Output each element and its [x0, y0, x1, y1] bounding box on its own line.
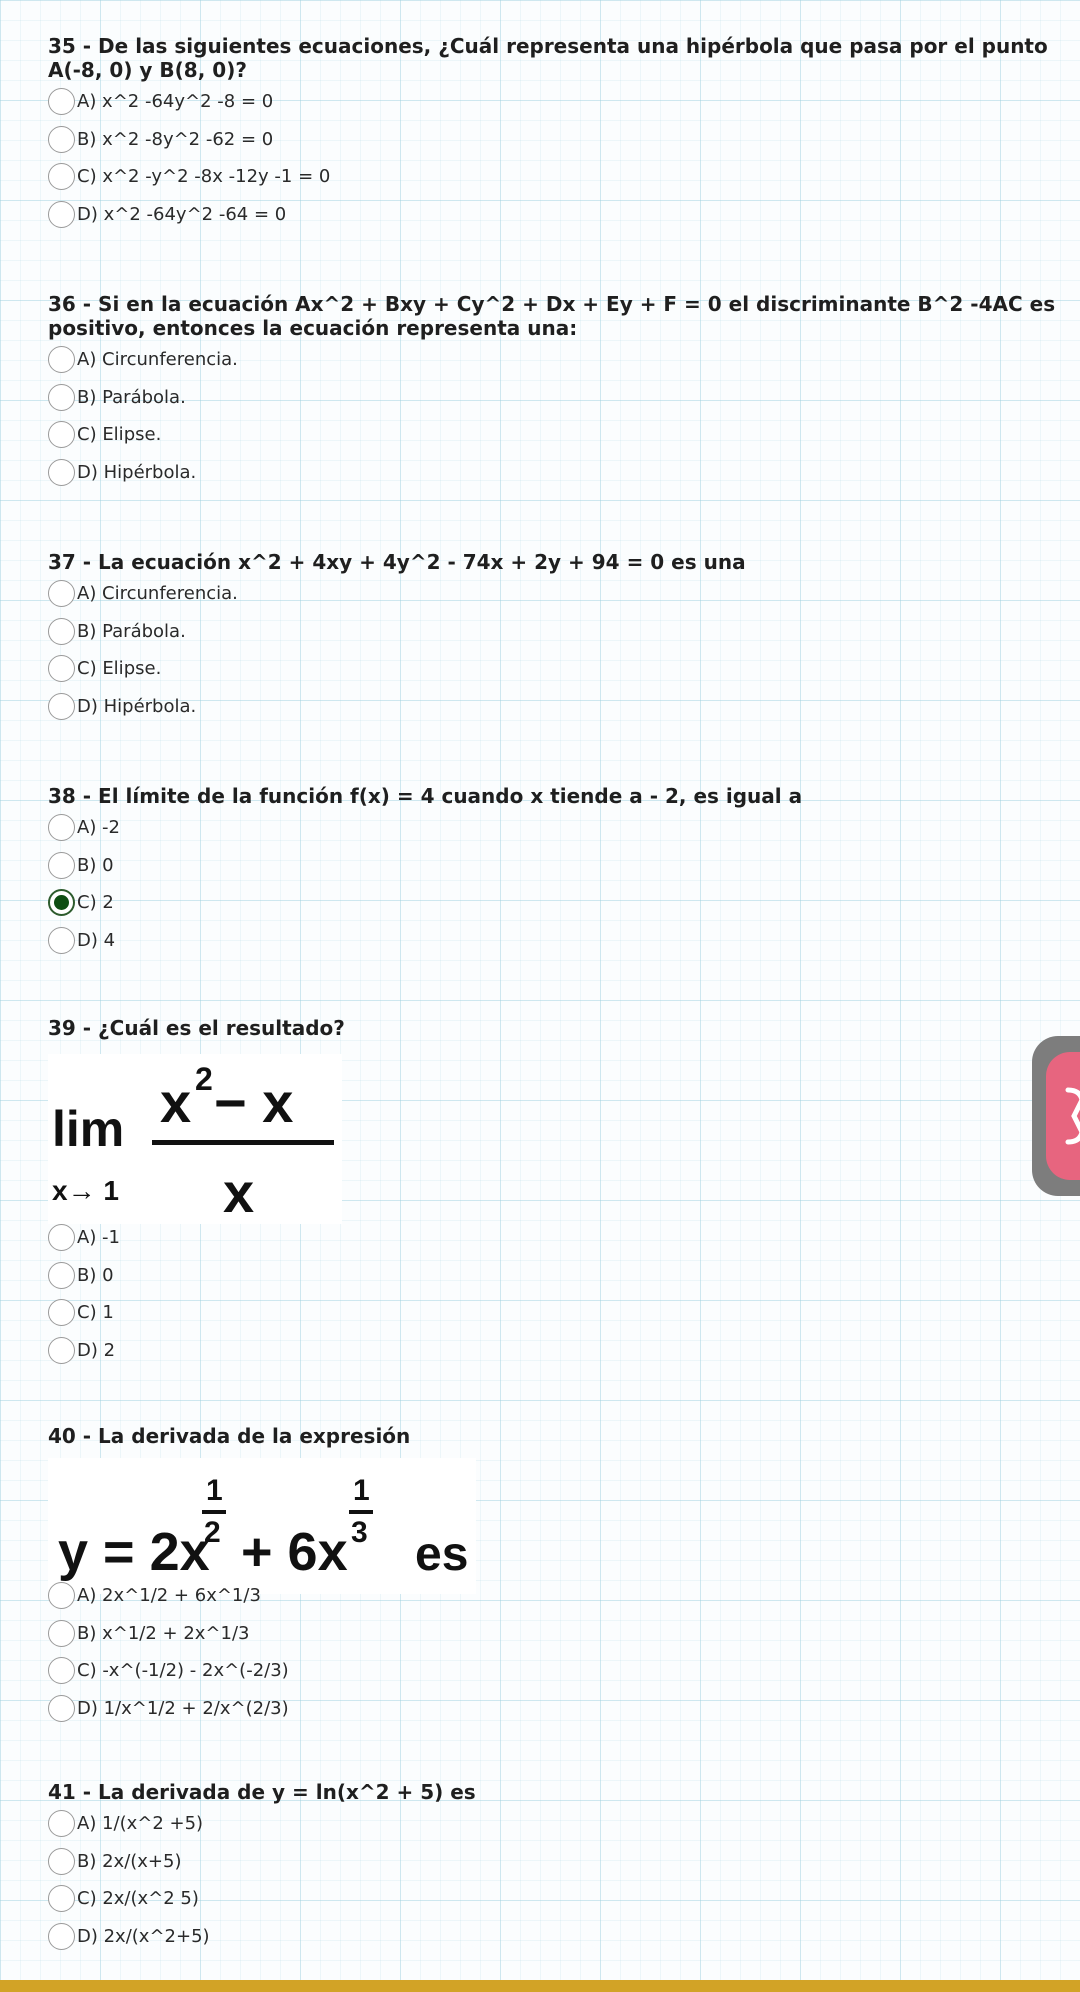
radio-button[interactable] — [48, 201, 75, 228]
option-label: C) x^2 -y^2 -8x -12y -1 = 0 — [77, 166, 331, 188]
question-39 — [48, 1016, 1058, 1361]
exponent2-num-text: 1 — [353, 1474, 370, 1507]
question-41 — [48, 1780, 1058, 1955]
radio-button[interactable] — [48, 346, 75, 373]
option-label: C) 2 — [77, 892, 114, 914]
limit-formula-image — [48, 1054, 342, 1224]
numerator-rest-text: − x — [214, 1071, 294, 1134]
exponent1-num-text: 1 — [206, 1474, 223, 1507]
radio-button[interactable] — [48, 1262, 75, 1289]
option-c[interactable] — [48, 1294, 120, 1332]
floating-side-button[interactable] — [1032, 1036, 1080, 1196]
radio-button[interactable] — [48, 655, 75, 682]
option-a[interactable] — [48, 809, 1058, 847]
numerator-exponent-text: 2 — [195, 1061, 213, 1097]
formula-mid-text: + 6x — [241, 1522, 348, 1582]
option-label: A) Circunferencia. — [77, 349, 238, 371]
radio-button[interactable] — [48, 1582, 75, 1609]
options-list — [48, 1577, 289, 1727]
radio-button[interactable] — [48, 1224, 75, 1251]
question-35 — [48, 34, 1058, 233]
option-d[interactable] — [48, 1690, 289, 1728]
option-label: C) 2x/(x^2 5) — [77, 1888, 199, 1910]
hourglass-icon — [1046, 1052, 1080, 1180]
radio-button[interactable] — [48, 1848, 75, 1875]
formula-lhs-text: y = 2x — [58, 1522, 210, 1582]
limit-subscript-text: x→ 1 — [52, 1175, 119, 1206]
exponent2-bar — [349, 1510, 373, 1514]
option-a[interactable] — [48, 83, 1058, 121]
question-title: 38 - El límite de la función f(x) = 4 cuando x tiende a - 2, es igual a — [48, 784, 803, 808]
option-label: D) 2x/(x^2+5) — [77, 1925, 210, 1947]
fraction-bar — [152, 1140, 334, 1145]
option-c[interactable] — [48, 1880, 1058, 1918]
radio-button[interactable] — [48, 1337, 75, 1364]
option-a[interactable] — [48, 575, 1058, 613]
question-title: 37 - La ecuación x^2 + 4xy + 4y^2 - 74x + 2y + 94 = 0 es una — [48, 550, 746, 574]
option-label: D) 4 — [77, 929, 116, 951]
numerator-x-text: x — [160, 1071, 192, 1134]
option-label: B) x^2 -8y^2 -62 = 0 — [77, 128, 274, 150]
limit-lim-text: lim — [52, 1101, 125, 1157]
option-label: A) 2x^1/2 + 6x^1/3 — [77, 1585, 261, 1607]
option-label: C) Elipse. — [77, 424, 162, 446]
option-label: D) 1/x^1/2 + 2/x^(2/3) — [77, 1697, 289, 1719]
question-title: 41 - La derivada de y = ln(x^2 + 5) es — [48, 1780, 476, 1804]
radio-button[interactable] — [48, 1299, 75, 1326]
option-c[interactable] — [48, 416, 1058, 454]
radio-button-selected[interactable] — [48, 889, 75, 916]
radio-button[interactable] — [48, 580, 75, 607]
radio-button[interactable] — [48, 459, 75, 486]
formula-tail-text: es — [415, 1528, 469, 1581]
options-list — [48, 1805, 1058, 1955]
option-label: A) 1/(x^2 +5) — [77, 1813, 204, 1835]
options-list — [48, 83, 1058, 233]
derivative-formula-image — [48, 1458, 476, 1594]
option-label: A) -2 — [77, 817, 121, 839]
radio-button[interactable] — [48, 1885, 75, 1912]
option-b[interactable] — [48, 1843, 1058, 1881]
option-label: B) x^1/2 + 2x^1/3 — [77, 1622, 250, 1644]
option-label: D) x^2 -64y^2 -64 = 0 — [77, 203, 287, 225]
question-38 — [48, 784, 1058, 959]
radio-button[interactable] — [48, 421, 75, 448]
radio-button[interactable] — [48, 693, 75, 720]
option-a[interactable] — [48, 341, 1058, 379]
exponent2-den-text: 3 — [351, 1516, 368, 1549]
radio-button[interactable] — [48, 1923, 75, 1950]
option-d[interactable] — [48, 196, 1058, 234]
option-d[interactable] — [48, 1918, 1058, 1956]
options-list — [48, 1219, 120, 1369]
option-label: B) 0 — [77, 854, 114, 876]
option-a[interactable] — [48, 1219, 120, 1257]
option-label: C) Elipse. — [77, 658, 162, 680]
option-d[interactable] — [48, 922, 1058, 960]
option-label: B) Parábola. — [77, 620, 186, 642]
side-button-inner[interactable] — [1046, 1052, 1080, 1180]
option-b[interactable] — [48, 613, 1058, 651]
option-label: C) -x^(-1/2) - 2x^(-2/3) — [77, 1660, 289, 1682]
option-c[interactable] — [48, 158, 1058, 196]
option-b[interactable] — [48, 1257, 120, 1295]
exponent1-bar — [202, 1510, 226, 1514]
option-d[interactable] — [48, 454, 1058, 492]
radio-button[interactable] — [48, 1620, 75, 1647]
option-label: D) Hipérbola. — [77, 695, 197, 717]
option-a[interactable] — [48, 1577, 289, 1615]
radio-button[interactable] — [48, 384, 75, 411]
denominator-text: x — [223, 1161, 255, 1224]
option-b[interactable] — [48, 379, 1058, 417]
options-list — [48, 809, 1058, 959]
option-c[interactable] — [48, 650, 1058, 688]
radio-button[interactable] — [48, 927, 75, 954]
question-title: 40 - La derivada de la expresión — [48, 1424, 411, 1448]
radio-button[interactable] — [48, 1695, 75, 1722]
exponent1-den-text: 2 — [204, 1516, 221, 1549]
option-label: D) Hipérbola. — [77, 461, 197, 483]
option-label: C) 1 — [77, 1302, 114, 1324]
radio-button[interactable] — [48, 852, 75, 879]
option-c[interactable] — [48, 1652, 289, 1690]
option-label: B) 2x/(x+5) — [77, 1850, 182, 1872]
radio-button[interactable] — [48, 163, 75, 190]
option-b[interactable] — [48, 121, 1058, 159]
options-list — [48, 575, 1058, 725]
question-40 — [48, 1424, 1058, 1719]
radio-button[interactable] — [48, 618, 75, 645]
option-c-selected[interactable] — [48, 884, 1058, 922]
option-label: A) Circunferencia. — [77, 583, 238, 605]
option-a[interactable] — [48, 1805, 1058, 1843]
question-title: 39 - ¿Cuál es el resultado? — [48, 1016, 345, 1040]
option-b[interactable] — [48, 1615, 289, 1653]
radio-button[interactable] — [48, 1657, 75, 1684]
radio-button[interactable] — [48, 814, 75, 841]
option-label: B) 0 — [77, 1264, 114, 1286]
option-label: D) 2 — [77, 1339, 116, 1361]
option-label: A) x^2 -64y^2 -8 = 0 — [77, 91, 274, 113]
radio-button[interactable] — [48, 1810, 75, 1837]
bottom-accent-bar — [0, 1980, 1080, 1992]
option-b[interactable] — [48, 847, 1058, 885]
option-d[interactable] — [48, 1332, 120, 1370]
question-37 — [48, 550, 1058, 725]
option-label: B) Parábola. — [77, 386, 186, 408]
options-list — [48, 341, 1058, 491]
radio-button[interactable] — [48, 88, 75, 115]
radio-button[interactable] — [48, 126, 75, 153]
option-d[interactable] — [48, 688, 1058, 726]
question-title: 36 - Si en la ecuación Ax^2 + Bxy + Cy^2 + Dx + Ey + F = 0 el discriminante B^2 -4AC es positivo, entonces la ecuación representa una: — [48, 292, 1056, 340]
option-label: A) -1 — [77, 1227, 121, 1249]
question-36 — [48, 292, 1058, 491]
question-title: 35 - De las siguientes ecuaciones, ¿Cuál representa una hipérbola que pasa por el punto A(-8, 0) y B(8, 0)? — [48, 34, 1048, 82]
